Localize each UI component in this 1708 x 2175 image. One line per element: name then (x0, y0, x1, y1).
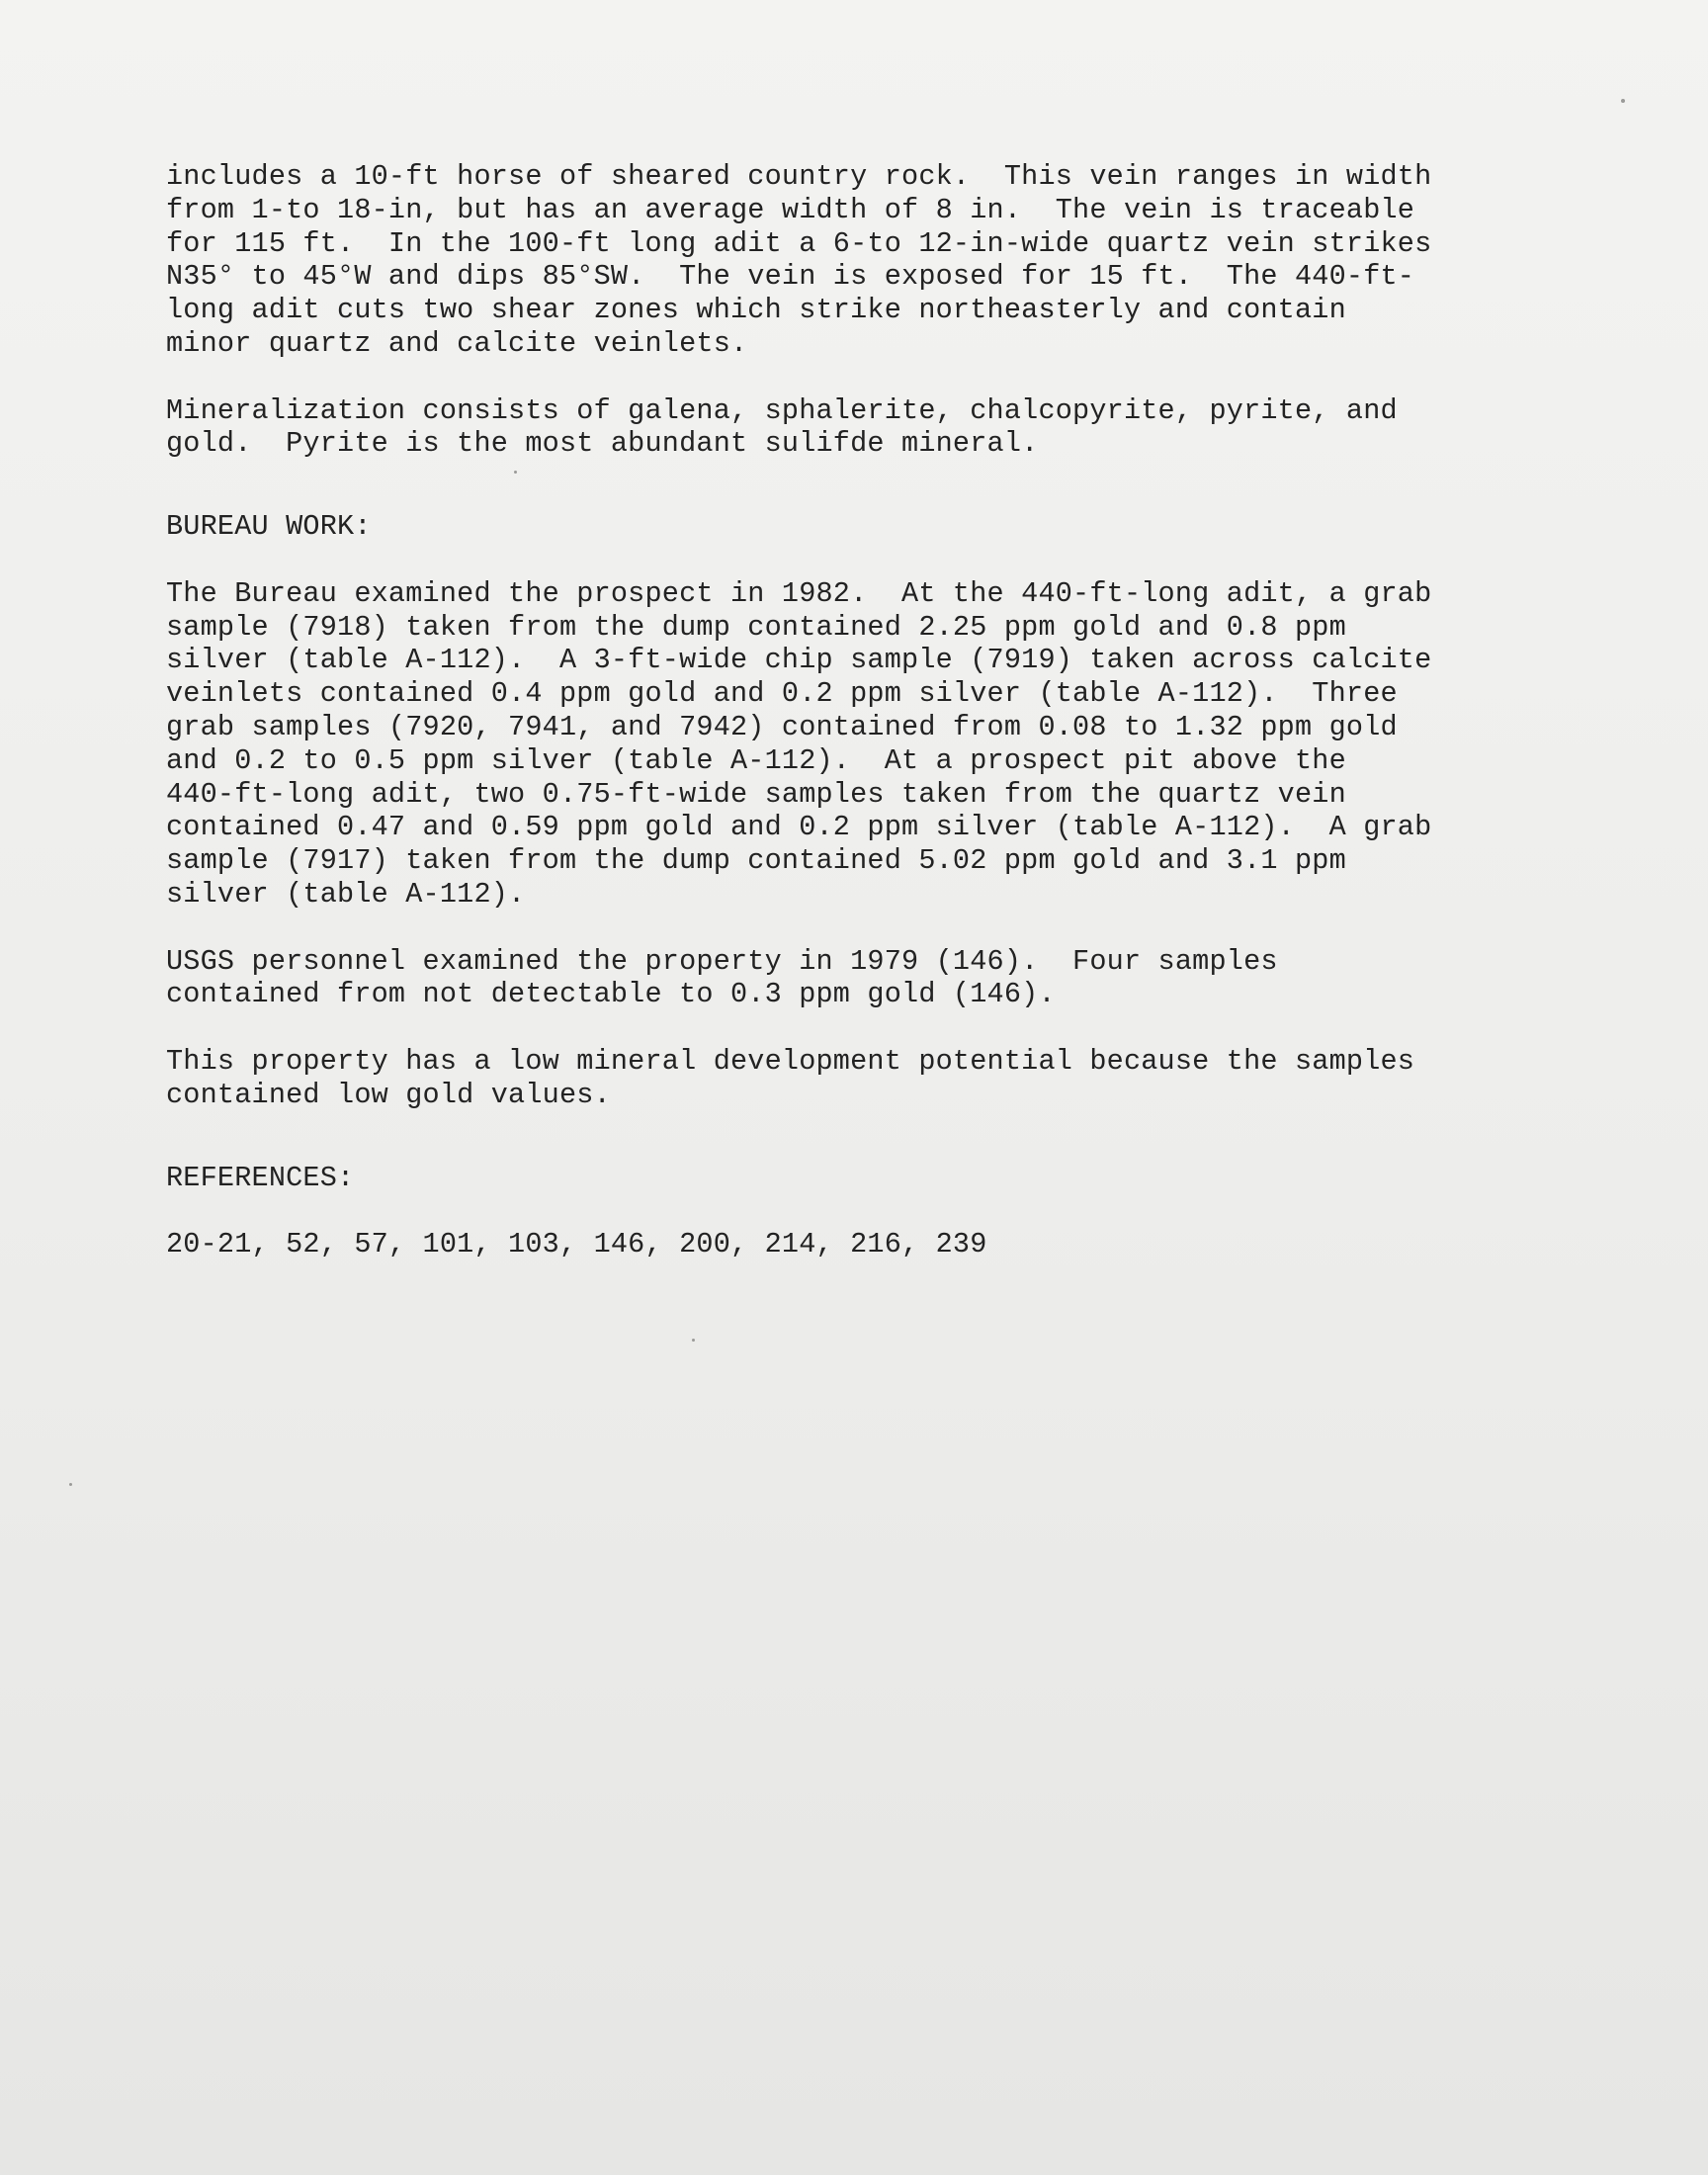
text-line: sample (7917) taken from the dump contained 5.02 ppm gold and 3.1 ppm (166, 844, 1346, 878)
text-line: and 0.2 to 0.5 ppm silver (table A-112). At a prospect pit above the (166, 743, 1346, 777)
potential-paragraph (166, 1045, 1431, 1112)
scan-speck (1621, 99, 1625, 103)
document-body (166, 160, 1431, 1262)
text-line: contained low gold values. (166, 1078, 611, 1111)
scan-speck (692, 1339, 695, 1342)
bureau-examination-paragraph (166, 577, 1431, 912)
section-gap (166, 1112, 1431, 1162)
text-line: The Bureau examined the prospect in 1982. At the 440-ft-long adit, a grab (166, 576, 1432, 610)
text-line: contained 0.47 and 0.59 ppm gold and 0.2 ppm silver (table A-112). A grab (166, 811, 1432, 844)
text-line: for 115 ft. In the 100-ft long adit a 6-to 12-in-wide quartz vein strikes (166, 226, 1432, 260)
text-line: veinlets contained 0.4 ppm gold and 0.2 ppm silver (table A-112). Three (166, 677, 1398, 711)
text-line: N35° to 45°W and dips 85°SW. The vein is exposed for 15 ft. The 440-ft- (166, 260, 1415, 294)
paragraph-gap (166, 1011, 1431, 1045)
scan-speck (514, 471, 517, 474)
text-line: sample (7918) taken from the dump contained 2.25 ppm gold and 0.8 ppm (166, 610, 1346, 644)
text-line: includes a 10-ft horse of sheared country rock. This vein ranges in width (166, 160, 1432, 193)
text-line: USGS personnel examined the property in 1979 (146). Four samples (166, 944, 1278, 978)
text-line: Mineralization consists of galena, sphalerite, chalcopyrite, pyrite, and (166, 393, 1398, 427)
text-line: silver (table A-112). (166, 877, 526, 911)
text-line: silver (table A-112). A 3-ft-wide chip sample (7919) taken across calcite (166, 644, 1432, 677)
section-gap (166, 461, 1431, 510)
text-line: This property has a low mineral development potential because the samples (166, 1044, 1415, 1078)
text-line: 440-ft-long adit, two 0.75-ft-wide samples taken from the quartz vein (166, 777, 1346, 811)
paragraph-gap (166, 1194, 1431, 1228)
mineralization-paragraph (166, 394, 1431, 462)
paragraph-gap (166, 912, 1431, 945)
text-line: minor quartz and calcite veinlets. (166, 326, 748, 360)
text-line: gold. Pyrite is the most abundant sulifde mineral. (166, 427, 1039, 461)
vein-description-paragraph (166, 160, 1431, 361)
text-line: long adit cuts two shear zones which strike northeasterly and contain (166, 294, 1346, 327)
usgs-paragraph (166, 945, 1431, 1012)
bureau-work-heading: BUREAU WORK: (166, 510, 372, 544)
paragraph-gap (166, 361, 1431, 394)
paragraph-gap (166, 544, 1431, 577)
references-list: 20-21, 52, 57, 101, 103, 146, 200, 214, 216, 239 (166, 1228, 987, 1262)
references-heading: REFERENCES: (166, 1161, 355, 1194)
text-line: from 1-to 18-in, but has an average width of 8 in. The vein is traceable (166, 193, 1415, 226)
scan-speck (69, 1483, 72, 1486)
text-line: grab samples (7920, 7941, and 7942) contained from 0.08 to 1.32 ppm gold (166, 710, 1398, 743)
text-line: contained from not detectable to 0.3 ppm gold (146). (166, 978, 1056, 1011)
